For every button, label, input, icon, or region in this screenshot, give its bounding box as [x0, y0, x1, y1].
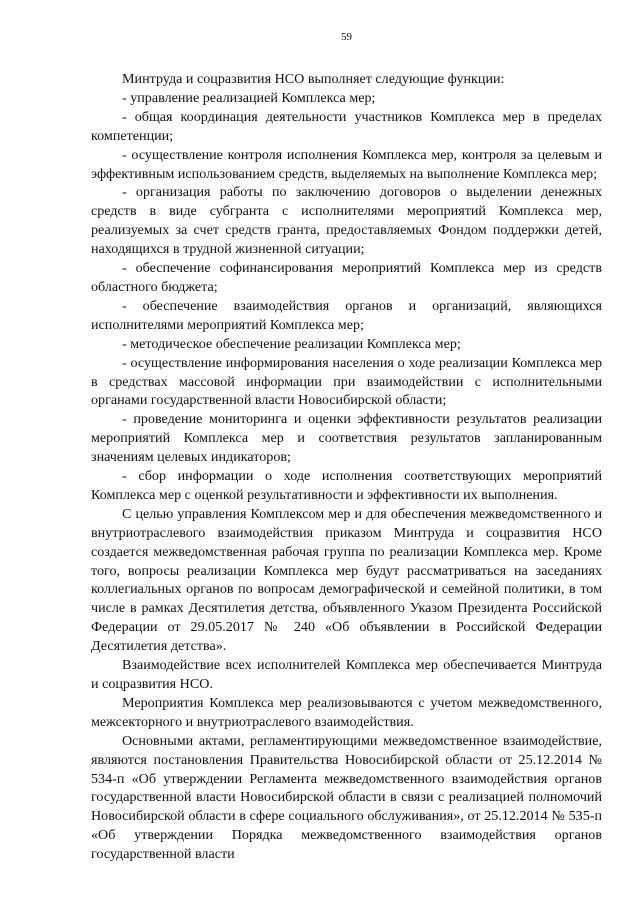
list-item-interaction: - обеспечение взаимодействия органов и организаций, являющихся исполнителями мероприятий Комплекса мер;	[91, 297, 602, 333]
list-item-methodical-support: - методическое обеспечение реализации Комплекса мер;	[122, 335, 461, 352]
list-item-informing: - осуществление информирования населения о ходе реализации Комплекса мер в средствах массовой информации при взаимодействии с исполнительными органами государственной власти Новосибирской области;	[91, 354, 602, 409]
paragraph-interaction-provider: Взаимодействие всех исполнителей Комплекса мер обеспечивается Минтруда и соцразвития НСО.	[91, 657, 602, 692]
list-item-coordination: - общая координация деятельности участников Комплекса мер в пределах компетенции;	[91, 108, 602, 144]
list-item-monitoring: - проведение мониторинга и оценки эффективности результатов реализации мероприятий Комплекса мер и соответствия результатов запланированным значениям целевых индикаторов;	[91, 411, 602, 466]
paragraph-interaction-types: Мероприятия Комплекса мер реализовываются с учетом межведомственного, межсекторного и внутриотраслевого взаимодействия.	[91, 694, 602, 730]
paragraph-functions-intro: Минтруда и соцразвития НСО выполняет следующие функции:	[122, 71, 505, 87]
list-item-subgrant-contracts: - организация работы по заключению договоров о выделении денежных средств в виде субгранта с исполнителями мероприятий Комплекса мер, реализуемых за счет средств гранта, предоставляемых Фондом поддержки детей, находящихся в трудной жизненной ситуации;	[91, 184, 602, 258]
paragraph-working-group: С целью управления Комплексом мер и для обеспечения межведомственного и внутриотраслевого взаимодействия приказом Минтруда и соцразвития НСО создается межведомственная рабочая группа по реализации Комплекса мер. Кроме того, вопросы реализации Комплекса мер будут рассматриваться на заседаниях коллегиальных органов по вопросам демографической и семейной политики, в том числе в рамках Десятилетия детства, объявленного Указом Президента Российской Федерации от 29.05.2017 № 240 «Об объявлении в Российской Федерации Десятилетия детства».	[91, 505, 602, 655]
page-number: 59	[341, 31, 352, 43]
list-item-cofinancing: - обеспечение софинансирования мероприятий Комплекса мер из средств областного бюджета;	[91, 260, 602, 295]
document-body	[91, 70, 602, 864]
paragraph-regulatory-acts: Основными актами, регламентирующими межведомственное взаимодействие, являются постановления Правительства Новосибирской области от 25.12.2014 № 534-п «Об утверждении Регламента межведомственного взаимодействия органов государственной власти Новосибирской области в связи с реализацией полномочий Новосибирской области в сфере социального обслуживания», от 25.12.2014 № 535-п «Об утверждении Порядка межведомственного взаимодействия органов государственной власти	[91, 732, 602, 863]
list-item-control: - осуществление контроля исполнения Комплекса мер, контроля за целевым и эффективным использованием средств, выделяемых на выполнение Комплекса мер;	[91, 146, 602, 182]
list-item-management: - управление реализацией Комплекса мер;	[122, 89, 376, 106]
list-item-information-collection: - сбор информации о ходе исполнения соответствующих мероприятий Комплекса мер с оценкой результативности и эффективности их выполнения.	[91, 468, 602, 503]
